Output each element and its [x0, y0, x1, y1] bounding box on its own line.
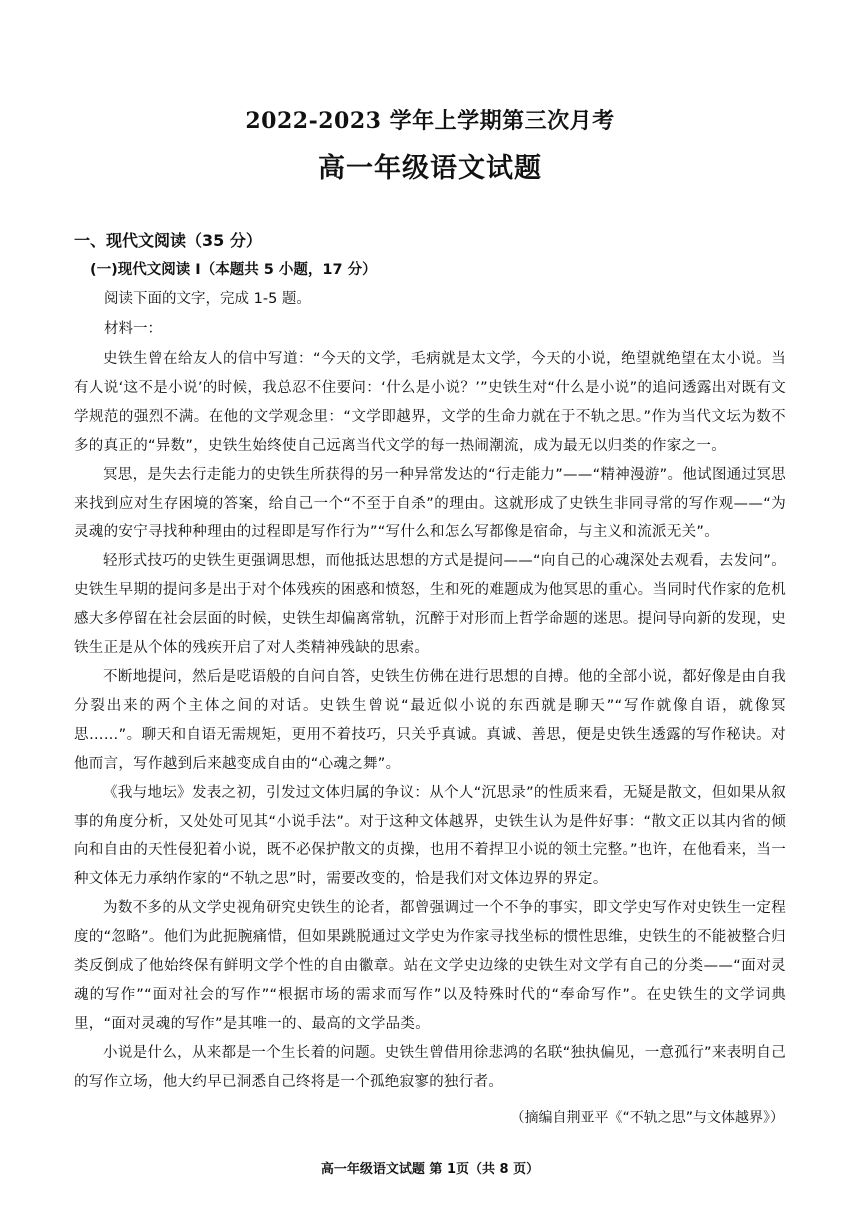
paragraph: 史铁生曾在给友人的信中写道：“今天的文学，毛病就是太文学，今天的小说，绝望就绝望在太小说。当有人说‘这不是小说’的时候，我总忍不住要问：‘什么是小说？’”史铁生对“什么是小说”的追问透露出对既有文学规范的强烈不满。在他的文学观念里：“文学即越界，文学的生命力就在于不轨之思。”作为当代文坛为数不多的真正的“异数”，史铁生始终使自己远离当代文学的每一热闹潮流，成为最无以归类的作家之一。	[74, 351, 786, 454]
source-citation: （摘编自荆亚平《“不轨之思”与文体越界》）	[510, 1110, 784, 1126]
paragraph: 《我与地坛》发表之初，引发过文体归属的争议：从个人“沉思录”的性质来看，无疑是散文，但如果从叙事的角度分析，又处处可见其“小说手法”。对于这种文体越界，史铁生认为是件好事：“散文正以其内省的倾向和自由的天性侵犯着小说，既不必保护散文的贞操，也用不着捍卫小说的领土完整。”也许，在他看来，当一种文体无力承纳作家的“不轨之思”时，需要改变的，恰是我们对文体边界的界定。	[74, 784, 786, 888]
exam-title: 2022-2023 学年上学期第三次月考	[245, 108, 615, 134]
paragraph: 不断地提问，然后是呓语般的自问自答，史铁生仿佛在进行思想的自搏。他的全部小说，都好像是由自我分裂出来的两个主体之间的对话。史铁生曾说“最近似小说的东西就是聊天”“写作就像自语，就像冥思……”。聊天和自语无需规矩，更用不着技巧，只关乎真诚。真诚、善思，便是史铁生透露的写作秘诀。对他而言，写作越到后来越变成自由的“心魂之舞”。	[74, 668, 786, 772]
subsection-heading: (一)现代文阅读 I（本题共 5 小题，17 分）	[90, 262, 377, 278]
material-label: 材料一：	[104, 321, 162, 337]
section-heading: 一、现代文阅读（35 分）	[74, 231, 262, 250]
paragraph: 小说是什么，从来都是一个生长着的问题。史铁生曾借用徐悲鸿的名联“独执偏见，一意孤行”来表明自己的写作立场，他大约早已洞悉自己终将是一个孤绝寂寥的独行者。	[74, 1044, 786, 1090]
paragraph: 轻形式技巧的史铁生更强调思想，而他抵达思想的方式是提问——“向自己的心魂深处去观看，去发问”。史铁生早期的提问多是出于对个体残疾的困惑和愤怒，生和死的难题成为他冥思的重心。当同时代作家的危机感大多停留在社会层面的时候，史铁生却偏离常轨，沉醉于对形而上哲学命题的迷思。提问导向新的发现，史铁生正是从个体的残疾开启了对人类精神残缺的思索。	[74, 553, 786, 657]
paragraph: 为数不多的从文学史视角研究史铁生的论者，都曾强调过一个不争的事实，即文学史写作对史铁生一定程度的“忽略”。他们为此扼腕痛惜，但如果跳脱通过文学史为作家寻找坐标的惯性思维，史铁生的不能被整合归类反倒成了他始终保有鲜明文学个性的自由徽章。站在文学史边缘的史铁生对文学有自己的分类——“面对灵魂的写作”“面对社会的写作”“根据市场的需求而写作”以及特殊时代的“奉命写作”。在史铁生的文学词典里，“面对灵魂的写作”是其唯一的、最高的文学品类。	[74, 900, 786, 1032]
exam-subtitle: 高一年级语文试题	[318, 153, 542, 184]
reading-passage	[74, 345, 786, 1097]
instruction-text: 阅读下面的文字，完成 1-5 题。	[104, 291, 311, 307]
paragraph: 冥思，是失去行走能力的史铁生所获得的另一种异常发达的“行走能力”——“精神漫游”。他试图通过冥思来找到应对生存困境的答案，给自己一个“不至于自杀”的理由。这就形成了史铁生非同寻常的写作观——“为灵魂的安宁寻找种种理由的过程即是写作行为”“写什么和怎么写都像是宿命，与主义和流派无关”。	[74, 466, 786, 541]
page-footer: 高一年级语文试题 第 1页（共 8 页）	[320, 1162, 540, 1177]
